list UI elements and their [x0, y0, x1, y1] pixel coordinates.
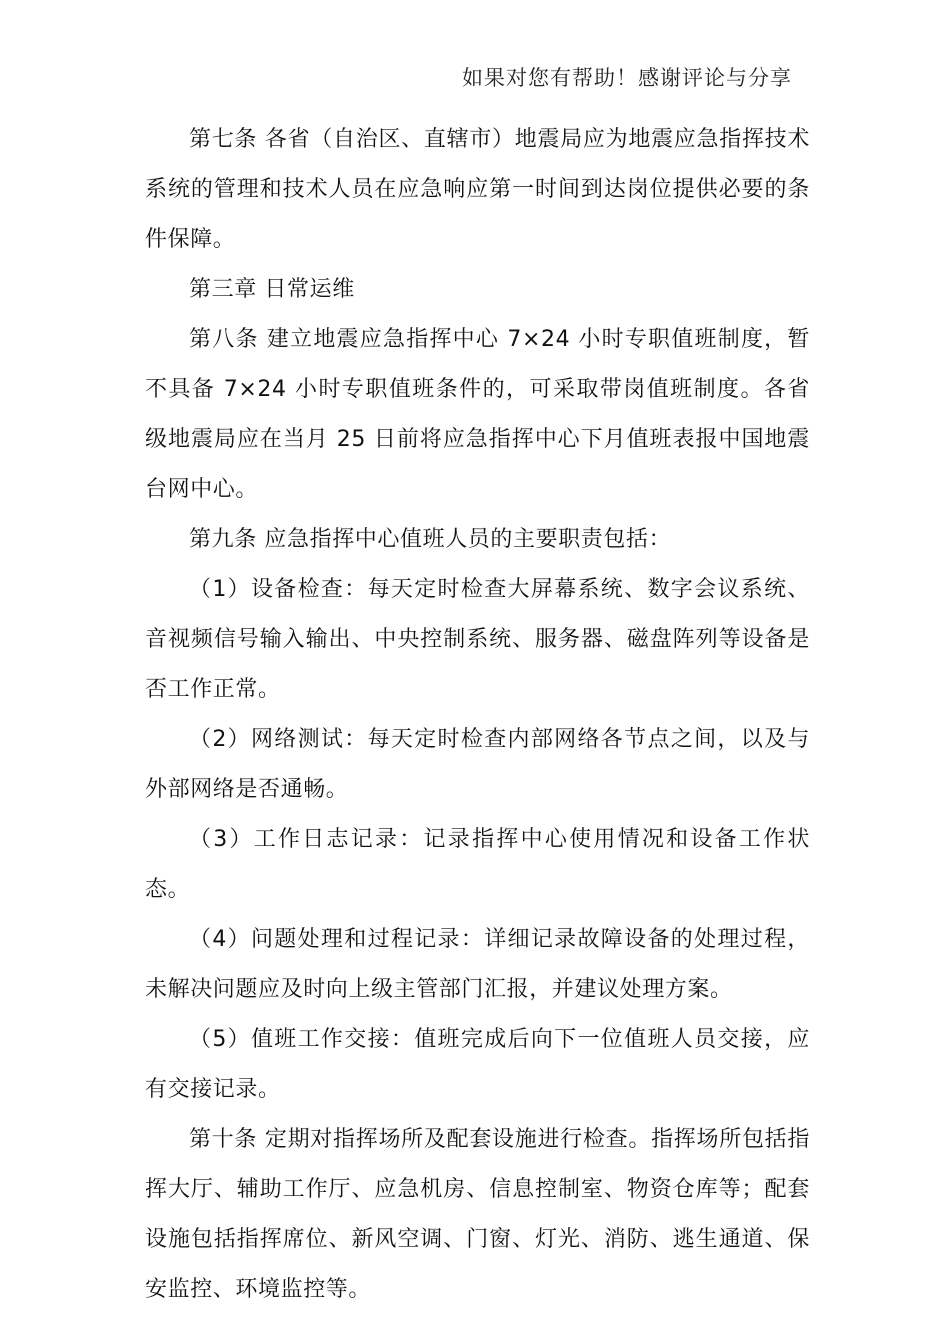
article-8: 第八条 建立地震应急指挥中心 7×24 小时专职值班制度，暂不具备 7×24 小时专职值班条件的，可采取带岗值班制度。各省级地震局应在当月 25 日前将应急指挥中心下月值班表报中国地震台网中心。 [145, 327, 810, 502]
duty-item-4: （4）问题处理和过程记录：详细记录故障设备的处理过程，未解决问题应及时向上级主管部门汇报，并建议处理方案。 [145, 927, 810, 1002]
article-7: 第七条 各省（自治区、直辖市）地震局应为地震应急指挥技术系统的管理和技术人员在应急响应第一时间到达岗位提供必要的条件保障。 [145, 127, 810, 252]
duty-item-5: （5）值班工作交接：值班完成后向下一位值班人员交接，应有交接记录。 [145, 1027, 810, 1102]
header-note: 如果对您有帮助！感谢评论与分享 [462, 66, 792, 90]
article-9: 第九条 应急指挥中心值班人员的主要职责包括： [189, 527, 672, 552]
duty-item-1: （1）设备检查：每天定时检查大屏幕系统、数字会议系统、音视频信号输入输出、中央控制系统、服务器、磁盘阵列等设备是否工作正常。 [145, 577, 810, 702]
duty-item-3: （3）工作日志记录：记录指挥中心使用情况和设备工作状态。 [145, 827, 810, 902]
duty-item-2: （2）网络测试：每天定时检查内部网络各节点之间，以及与外部网络是否通畅。 [145, 727, 810, 802]
article-10: 第十条 定期对指挥场所及配套设施进行检查。指挥场所包括指挥大厅、辅助工作厅、应急机房、信息控制室、物资仓库等；配套设施包括指挥席位、新风空调、门窗、灯光、消防、逃生通道、保安监控、环境监控等。 [145, 1127, 810, 1302]
document-body [145, 115, 810, 1315]
chapter-3-heading: 第三章 日常运维 [189, 277, 355, 302]
